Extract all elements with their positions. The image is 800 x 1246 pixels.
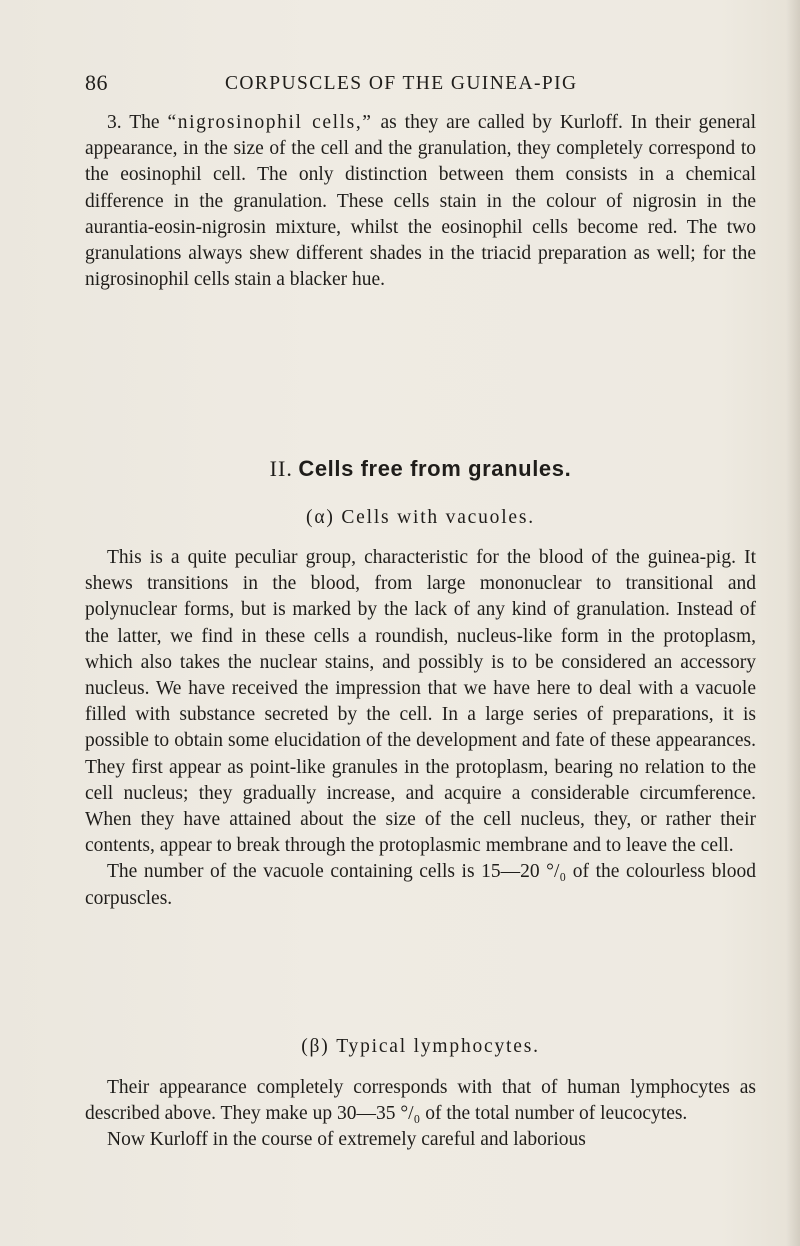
section-title: Cells free from granules. [298,456,572,481]
item-the: The [129,112,160,133]
subheading-a-title: Cells with vacuoles. [341,507,535,528]
running-head: CORPUSCLES OF THE GUINEA-PIG [225,73,578,94]
item-3-block [85,110,756,293]
subheading-b-title: Typical lymphocytes. [336,1036,540,1057]
item-body: as they are called by Kurloff. In their general appearance, in the size of the cell and the granulation, they completely correspond to the eosinophil cell. The only distinction between them consists in a chemical difference in the granulation. These cells stain in the colour of nigrosin in the aurantia-eosin-nigrosin mixture, whilst the eosinophil cells become red. The two granulations always shew different shades in the triacid preparation as well; for the nigrosinophil cells stain a blacker hue. [85,112,757,291]
section-b-paragraph-1: Their appearance completely corresponds with that of human lymphocytes as described above. They make up 30—35 °/₀ of the total number of leucocytes. [85,1077,756,1125]
item-term: “nigrosinophil cells,” [167,112,373,133]
page-number: 86 [85,70,108,95]
section-heading [85,456,756,482]
item-3-paragraph [85,110,756,293]
section-a-text [85,545,756,912]
section-b-paragraph-2: Now Kurloff in the course of extremely careful and laborious [107,1129,586,1151]
section-number: II. [269,456,293,481]
subheading-b [85,1036,756,1058]
page-edge-shadow [786,0,800,1246]
section-b-text [85,1075,756,1154]
section-a-paragraph-1: This is a quite peculiar group, characteristic for the blood of the guinea-pig. It shews transitions in the blood, from large mononuclear to transitional and polynuclear forms, but is marked by the lack of any kind of granulation. Instead of the latter, we find in these cells a roundish, nucleus-like form in the protoplasm, which also takes the nuclear stains, and possibly is to be considered an accessory nucleus. We have received the impression that we have here to deal with a vacuole filled with substance secreted by the cell. In a large series of preparations, it is possible to obtain some elucidation of the development and fate of these appearances. They first appear as point-like granules in the protoplasm, bearing no relation to the cell nucleus; they gradually increase, and acquire a considerable circumference. When they have attained about the size of the cell nucleus, they, or rather their contents, appear to break through the protoplasmic membrane and to leave the cell. [85,547,756,857]
subheading-a [85,507,756,529]
subheading-b-label: (β) [301,1036,330,1057]
section-a-paragraph-2: The number of the vacuole containing cells is 15—20 °/₀ of the colourless blood corpuscles. [85,861,756,909]
item-number: 3. [107,112,122,133]
subheading-a-label: (α) [306,507,335,528]
